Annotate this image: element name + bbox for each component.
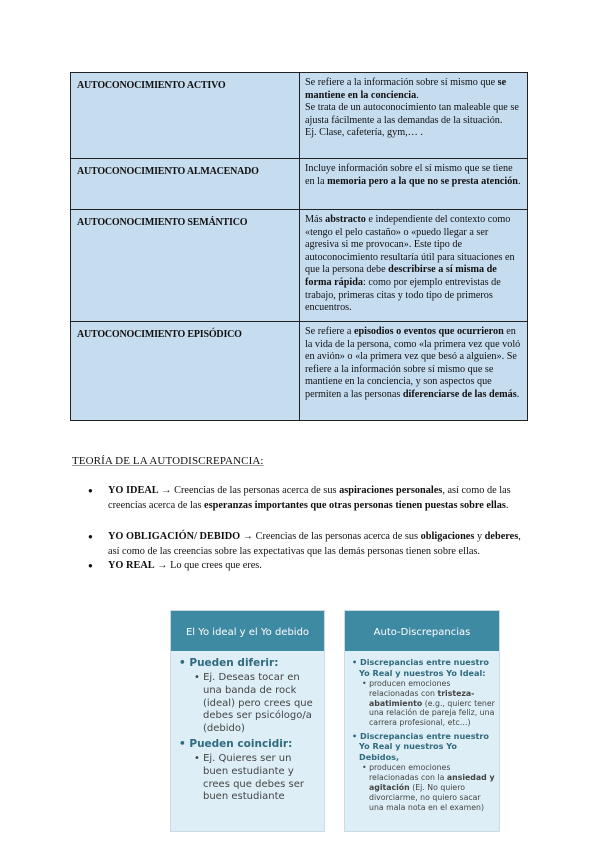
term-cell: AUTOCONOCIMIENTO EPISÓDICO <box>71 322 300 421</box>
card-point: • Discrepancias entre nuestro Yo Real y nuestros Yo Ideal: <box>352 657 489 678</box>
card-subpoint: • Ej. Deseas tocar en una banda de rock (ideal) pero crees que debes ser psicólogo/a (debido) <box>194 672 313 735</box>
auto-discrepancias-card <box>344 610 500 832</box>
section-title: TEORÍA DE LA AUTODISCREPANCIA: <box>72 455 264 467</box>
card-point: • Discrepancias entre nuestro Yo Real y nuestros Yo Debidos, <box>352 730 489 762</box>
list-item: ● YO OBLIGACIÓN/ DEBIDO → Creencias de las personas acerca de sus obligaciones y deberes, así como de las creencias sobre las expectativas que las demás personas tienen sobre ellas. <box>88 530 528 559</box>
description-cell: Se refiere a la información sobre sí mismo que se mantiene en la conciencia. Se trata de un autoconocimiento tan maleable que se ajusta fácilmente a las demandas de la situación. Ej. Clase, cafetería, gym,… . <box>300 73 528 159</box>
description-cell: Más abstracto e independiente del contexto como «tengo el pelo castaño» o «puedo llegar a ser agresiva si me provocan». Este tipo de autoconocimiento resultaría útil para situaciones en que la persona debe describirse a sí misma de forma rápida: como por ejemplo entrevistas de trabajo, primeras citas y todo tipo de primeros encuentros. <box>300 210 528 322</box>
term-cell: AUTOCONOCIMIENTO ACTIVO <box>71 73 300 159</box>
table-row <box>71 322 528 421</box>
list-item: ● YO REAL → Lo que crees que eres. <box>88 559 528 574</box>
yo-ideal-debido-card <box>170 610 325 832</box>
list-item: ● YO IDEAL → Creencias de las personas acerca de sus aspiraciones personales, así como de las creencias acerca de las esperanzas importantes que otras personas tienen puestas sobre ellas. <box>88 484 528 513</box>
card-header: El Yo ideal y el Yo debido <box>171 611 324 651</box>
description-cell: Incluye información sobre el sí mismo que se tiene en la memoria pero a la que no se presta atención. <box>300 159 528 210</box>
card-subpoint: • Ej. Quieres ser un buen estudiante y crees que debes ser buen estudiante <box>194 752 304 803</box>
card-header: Auto-Discrepancias <box>345 611 499 651</box>
card-point: • Pueden diferir: <box>179 657 279 669</box>
card-subpoint: • producen emociones relacionadas con tristeza-abatimiento (e.g., quierc tener una relación de pareja feliz, una carrera profesional, etc…) <box>362 679 495 728</box>
term-cell: AUTOCONOCIMIENTO ALMACENADO <box>71 159 300 210</box>
card-subpoint: • producen emociones relacionadas con la ansiedad y agitación (Ej. No quiero divorciarme, no quiero sacar una mala nota en el examen) <box>362 763 495 812</box>
bullet-list <box>88 484 528 574</box>
table-row <box>71 159 528 210</box>
autoconocimiento-table <box>70 72 528 421</box>
card-point: • Pueden coincidir: <box>179 737 293 750</box>
table-row <box>71 210 528 322</box>
table-row <box>71 73 528 159</box>
description-cell: Se refiere a episodios o eventos que ocurrieron en la vida de la persona, como «la primera vez que voló en avión» o «la primera vez que besó a alguien». Se refiere a la información sobre sí mismo que se mantiene en la conciencia, y son aspectos que permiten a las personas diferenciarse de las demás. <box>300 322 528 421</box>
term-cell: AUTOCONOCIMIENTO SEMÁNTICO <box>71 210 300 322</box>
